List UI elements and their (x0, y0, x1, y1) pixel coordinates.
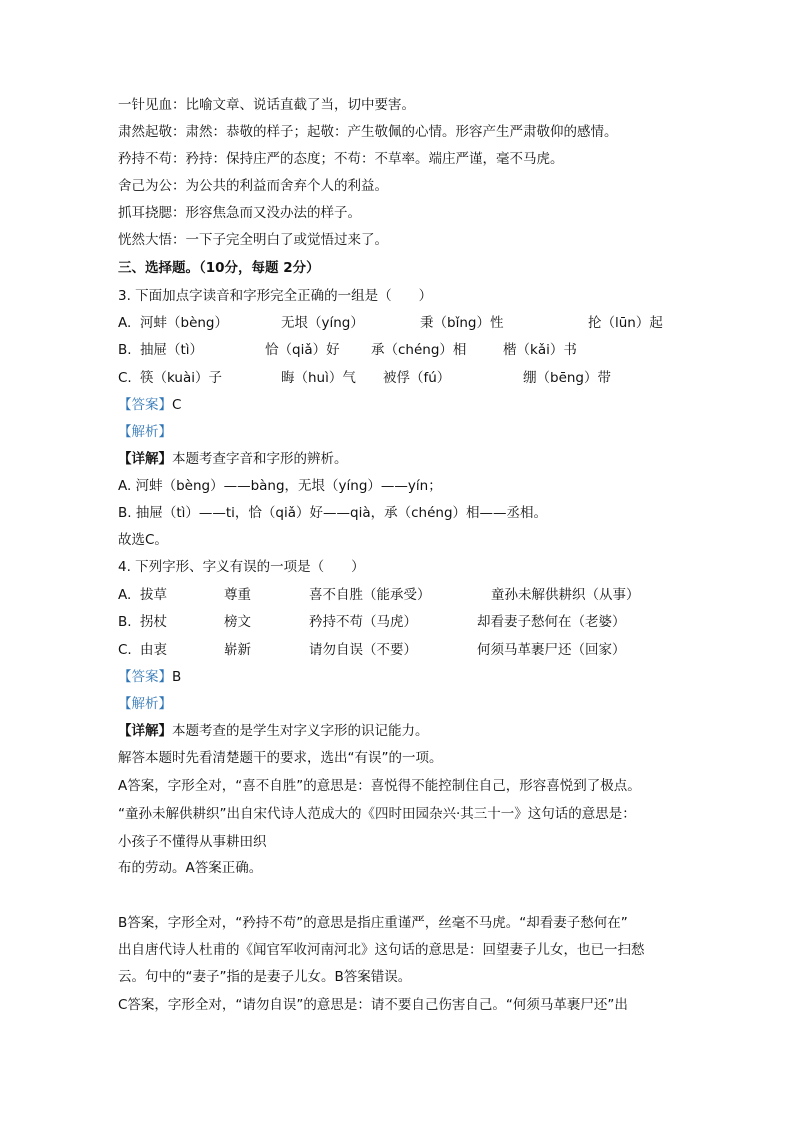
option-item: 河蚌（bèng） (140, 315, 229, 331)
option-item: 拐杖 (140, 614, 167, 630)
option-item: 崭新 (224, 642, 251, 658)
option-item: 抡（lūn）起 (588, 315, 663, 331)
option-item: 秉（bǐng）性 (420, 315, 504, 331)
option-item: 由衷 (140, 642, 167, 658)
option-item: 被俘（fú） (383, 370, 451, 386)
option-item: 却看妻子愁何在（老婆） (477, 614, 626, 630)
option-label: C. (118, 370, 132, 386)
answer-tag: 【答案】 (118, 669, 172, 685)
option-item: 喜不自胜（能承受） (309, 587, 431, 603)
section-title: 三、选择题。（10分，每题 2分） (118, 260, 320, 276)
q4-analysis-tag: 【解析】 (118, 696, 172, 712)
option-item: 请勿自误（不要） (309, 642, 417, 658)
option-label: B. (118, 614, 132, 630)
option-item: 矜持不苟（马虎） (309, 614, 417, 630)
q3-line: B. 抽屉（tì）——ti，恰（qiǎ）好——qià，承（chéng）相——丞相。 (118, 505, 548, 521)
q4-line: 布的劳动。A答案正确。 (118, 860, 263, 876)
option-item: 筷（kuài）子 (140, 370, 222, 386)
definition-line: 抓耳挠腮：形容焦急而又没办法的样子。 (118, 205, 361, 221)
option-item: 抽屉（tì） (140, 342, 204, 358)
definition-line: 肃然起敬：肃然：恭敬的样子；起敬：产生敬佩的心情。形容产生严肃敬仰的感情。 (118, 124, 618, 140)
option-item: 无垠（yíng） (281, 315, 364, 331)
option-label: B. (118, 342, 132, 358)
q3-line: A. 河蚌（bèng）——bàng，无垠（yíng）——yín； (118, 478, 442, 494)
option-item: 拔草 (140, 587, 167, 603)
detail-tag: 【详解】 (118, 723, 172, 739)
option-item: 晦（huì）气 (281, 370, 356, 386)
q3-stem: 3. 下面加点字读音和字形完全正确的一组是（ ） (118, 288, 433, 304)
q3-line: 故选C。 (118, 532, 168, 548)
q4-line: 出自唐代诗人杜甫的《闻官军收河南河北》这句话的意思是：回望妻子儿女，也已一扫愁 (118, 942, 645, 958)
option-item: 绷（bēng）带 (523, 370, 612, 386)
answer-tag: 【答案】 (118, 397, 172, 413)
option-item: 楷（kǎi）书 (503, 342, 577, 358)
q4-line: 解答本题时先看清楚题干的要求，选出“有误”的一项。 (118, 750, 443, 766)
option-label: A. (118, 587, 132, 603)
option-item: 榜文 (224, 614, 251, 630)
q3-answer (118, 396, 181, 414)
option-label: A. (118, 315, 132, 331)
option-item: 童孙未解供耕织（从事） (491, 587, 640, 603)
q4-line: “童孙未解供耕织”出自宋代诗人范成大的《四时田园杂兴·其三十一》这句话的意思是： (118, 806, 636, 822)
q4-answer (118, 668, 181, 686)
option-label: C. (118, 642, 132, 658)
q3-detail (118, 450, 348, 468)
answer-value: C (172, 397, 182, 413)
q4-line: A答案，字形全对，“喜不自胜”的意思是：喜悦得不能控制住自己，形容喜悦到了极点。 (118, 778, 641, 794)
q4-line: C答案，字形全对，“请勿自误”的意思是：请不要自己伤害自己。“何须马革裹尸还”出 (118, 997, 628, 1013)
definition-line: 一针见血：比喻文章、说话直截了当，切中要害。 (118, 97, 415, 113)
answer-value: B (172, 669, 182, 685)
q4-line: B答案，字形全对，“矜持不苟”的意思是指庄重谨严，丝毫不马虎。“却看妻子愁何在” (118, 915, 628, 931)
q4-line: 云。句中的“妻子”指的是妻子儿女。B答案错误。 (118, 969, 412, 985)
option-item: 何须马革裹尸还（回家） (477, 642, 626, 658)
option-item: 承（chéng）相 (371, 342, 467, 358)
definition-line: 舍己为公：为公共的利益而舍弃个人的利益。 (118, 178, 388, 194)
option-item: 恰（qiǎ）好 (265, 342, 340, 358)
option-item: 尊重 (224, 587, 251, 603)
q4-detail (118, 722, 429, 740)
detail-text: 本题考查的是学生对字义字形的识记能力。 (172, 723, 429, 739)
detail-tag: 【详解】 (118, 451, 172, 467)
definition-line: 矜持不苟：矜持：保持庄严的态度；不苟：不草率。端庄严谨，毫不马虎。 (118, 151, 564, 167)
definition-line: 恍然大悟：一下子完全明白了或觉悟过来了。 (118, 232, 388, 248)
q3-analysis-tag: 【解析】 (118, 424, 172, 440)
detail-text: 本题考查字音和字形的辨析。 (172, 451, 348, 467)
q4-line: 小孩子不懂得从事耕田织 (118, 834, 267, 850)
q4-stem: 4. 下列字形、字义有误的一项是（ ） (118, 559, 365, 575)
